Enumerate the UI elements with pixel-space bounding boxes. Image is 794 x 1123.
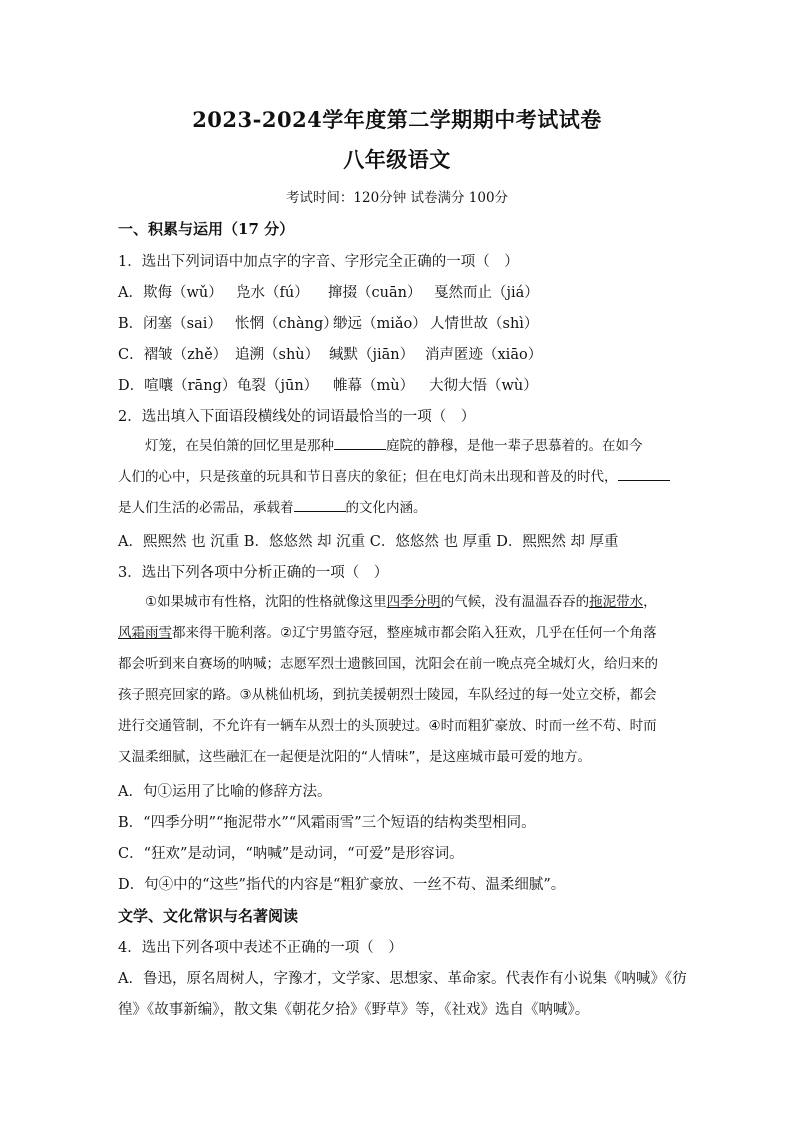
- passage-text: 都来得干脆利落。②辽宁男篮夺冠，整座城市都会陷入狂欢，几乎在任何一个角落: [172, 625, 657, 641]
- underlined-phrase: 风霜雨雪: [118, 625, 172, 641]
- underlined-phrase: 四季分明: [386, 594, 441, 610]
- option-word: B．闭塞（sai）: [118, 316, 222, 332]
- option-word: 戛然而止（jiá）: [434, 285, 539, 301]
- question-4-option-a-line1: A．鲁迅，原名周树人，字豫才，文学家、思想家、革命家。代表作有小说集《呐喊》《彷: [118, 971, 687, 987]
- question-3-stem: 3．选出下列各项中分析正确的一项（ ）: [118, 565, 389, 581]
- blank-line: [618, 479, 670, 481]
- question-2-passage-line3: [118, 493, 676, 524]
- passage-text: 的文化内涵。: [345, 500, 427, 516]
- option-word: 大彻大悟（wù）: [429, 378, 538, 394]
- option-word: 缄默（jiān）: [329, 347, 415, 363]
- section-heading-2: 文学、文化常识与名著阅读: [118, 907, 299, 925]
- question-3-passage-line5: 进行交通管制，不允许有一辆车从烈士的头顶驶过。④时而粗犷豪放、时而一丝不苟、时而: [118, 718, 657, 734]
- question-1-stem: 1．选出下列词语中加点字的字音、字形完全正确的一项（ ）: [118, 254, 519, 270]
- blank-line: [334, 448, 386, 450]
- option-word: 龟裂（jūn）: [237, 378, 319, 394]
- option-word: 缈远（miǎo）: [333, 316, 427, 332]
- question-2-options: A．熙熙然 也 沉重 B．悠悠然 却 沉重 C．悠悠然 也 厚重 D．熙熙然 却 厚重: [118, 534, 619, 550]
- question-3-option-c: C．“狂欢”是动词，“呐喊”是动词，“可爱”是形容词。: [118, 846, 464, 862]
- blank-line: [294, 510, 346, 512]
- option-word: 撺掇（cuān）: [328, 285, 422, 301]
- question-3-option-a: A．句①运用了比喻的修辞方法。: [118, 784, 332, 800]
- exam-title: 2023-2024学年度第二学期期中考试试卷: [192, 107, 602, 132]
- question-3-passage-line4: 孩子照亮回家的路。③从桃仙机场，到抗美援朝烈士陵园，车队经过的每一处立交桥，都会: [118, 687, 657, 703]
- question-3-option-d: D．句④中的“这些”指代的内容是“粗犷豪放、一丝不苟、温柔细腻”。: [118, 877, 566, 893]
- question-4-stem: 4．选出下列各项中表述不正确的一项（ ）: [118, 940, 403, 956]
- option-word: 追溯（shù）: [235, 347, 320, 363]
- question-3-passage-line6: 又温柔细腻，这些融汇在一起便是沈阳的“人情味”，是这座城市最可爱的地方。: [118, 749, 591, 765]
- option-word: D．喧嚷（rāng）: [118, 378, 237, 394]
- exam-subject: 八年级语文: [343, 147, 451, 172]
- option-word: 人情世故（shì）: [430, 316, 539, 332]
- question-3-passage-line3: 都会听到来自赛场的呐喊；志愿军烈士遗骸回国，沈阳会在前一晚点亮全城灯火，给归来的: [118, 656, 658, 672]
- option-word: A．欺侮（wǔ）: [118, 285, 223, 301]
- question-4-option-a-line2: 徨》《故事新编》，散文集《朝花夕拾》《野草》等，《社戏》选自《呐喊》。: [118, 1002, 590, 1018]
- option-word: C．褶皱（zhě）: [118, 347, 228, 363]
- option-word: 消声匿迹（xiāo）: [425, 347, 543, 363]
- question-2-passage: [118, 431, 676, 462]
- exam-info: 考试时间：120分钟 试卷满分 100分: [285, 190, 509, 206]
- passage-text: 的气候，没有温温吞吞的: [440, 594, 590, 610]
- option-word: 怅惘（chàng）: [235, 316, 338, 332]
- passage-text: ①如果城市有性格，沈阳的性格就像这里: [145, 594, 387, 610]
- passage-text: 灯笼，在吴伯箫的回忆里是那种: [145, 438, 334, 454]
- section-heading-1: 一、积累与运用（17 分）: [118, 220, 295, 238]
- question-3-passage-line1: [118, 587, 676, 618]
- option-word: 帷幕（mù）: [333, 378, 415, 394]
- question-1-option-d: [118, 374, 678, 395]
- question-1-option-b: [118, 312, 678, 333]
- question-2-stem: 2．选出填入下面语段横线处的词语最恰当的一项（ ）: [118, 409, 476, 425]
- question-3-option-b: B．“四季分明”“拖泥带水”“风霜雨雪”三个短语的结构类型相同。: [118, 815, 536, 831]
- passage-text: ，: [643, 594, 657, 610]
- passage-text: 庭院的静穆，是他一辈子思慕着的。在如今: [386, 438, 643, 454]
- question-3-passage-line2: [118, 618, 676, 649]
- passage-text: 是人们生活的必需品，承载着: [118, 500, 294, 516]
- question-1-option-a: [118, 281, 678, 302]
- option-word: 凫水（fú）: [236, 285, 309, 301]
- underlined-phrase: 拖泥带水: [589, 594, 644, 610]
- question-1-option-c: [118, 343, 678, 364]
- passage-text: 人们的心中，只是孩童的玩具和节日喜庆的象征；但在电灯尚未出现和普及的时代，: [118, 469, 618, 485]
- question-2-passage-line2: [118, 462, 676, 493]
